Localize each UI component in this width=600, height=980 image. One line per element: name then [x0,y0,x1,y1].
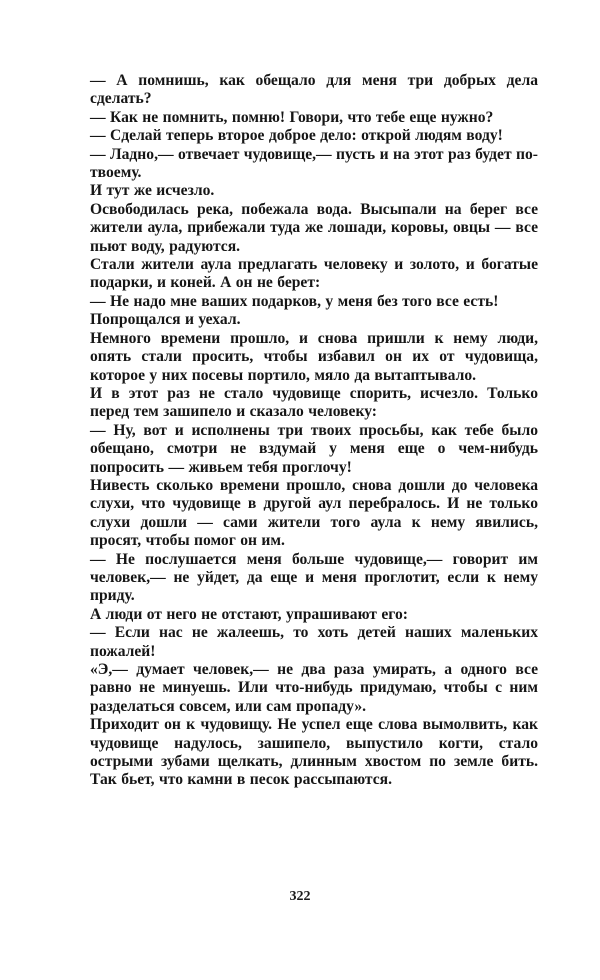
paragraph: — Сделай теперь второе доброе дело: открой людям воду! [90,127,503,145]
page-number: 322 [289,889,311,904]
paragraph: «Э,— думает человек,— не два раза умирать, а одного все равно не минуешь. Или что-нибудь придумаю, чтобы с ним разделаться совсем, или сам пропаду». [90,661,538,715]
paragraph: Нивесть сколько времени прошло, снова дошли до человека слухи, что чудовище в другой аул перебралось. И не только слухи дошли — сами жители того аула к нему явились, просят, чтобы помог он им. [90,476,538,550]
paragraph: — Не послушается меня больше чудовище,— говорит им человек,— не уйдет, да еще и меня проглотит, если к нему приду. [90,550,538,605]
paragraph: Освободилась река, побежала вода. Высыпали на берег все жители аула, прибежали туда же лошади, коровы, овцы — все пьют воду, радуются. [90,200,538,255]
paragraph: — Если нас не жалеешь, то хоть детей наших маленьких пожалей! [90,624,538,660]
paragraph: Немного времени прошло, и снова пришли к нему люди, опять стали просить, чтобы избавил он их от чудовища, которое у них посевы портило, мяло да вытаптывало. [90,329,538,384]
paragraph: — Как не помнить, помню! Говори, что тебе еще нужно? [90,108,494,126]
paragraph: Стали жители аула предлагать человеку и золото, и богатые подарки, и коней. А он не берет: [90,256,538,292]
paragraph: И тут же исчезло. [90,182,215,200]
paragraph: — А помнишь, как обещало для меня три добрых дела сделать? [90,72,538,108]
paragraph: — Не надо мне ваших подарков, у меня без того все есть! [90,292,499,310]
paragraph: А люди от него не отстают, упрашивают его: [90,605,408,623]
paragraph: — Ну, вот и исполнены три твоих просьбы, как тебе было обещано, смотри не вздумай у меня еще о чем-нибудь попросить — живьем тебя проглочу! [90,421,538,476]
paragraph: Попрощался и уехал. [90,311,241,329]
paragraph: — Ладно,— отвечает чудовище,— пусть и на этот раз будет по-твоему. [90,145,538,182]
paragraph: И в этот раз не стало чудовище спорить, исчезло. Только перед тем зашипело и сказало человеку: [90,384,538,421]
paragraph: Приходит он к чудовищу. Не успел еще слова вымолвить, как чудовище надулось, зашипело, выпустило когти, стало острыми зубами щелкать, длинным хвостом по земле бить. Так бьет, что камни в песок рассыпаются. [90,716,538,789]
page-text [90,72,538,790]
